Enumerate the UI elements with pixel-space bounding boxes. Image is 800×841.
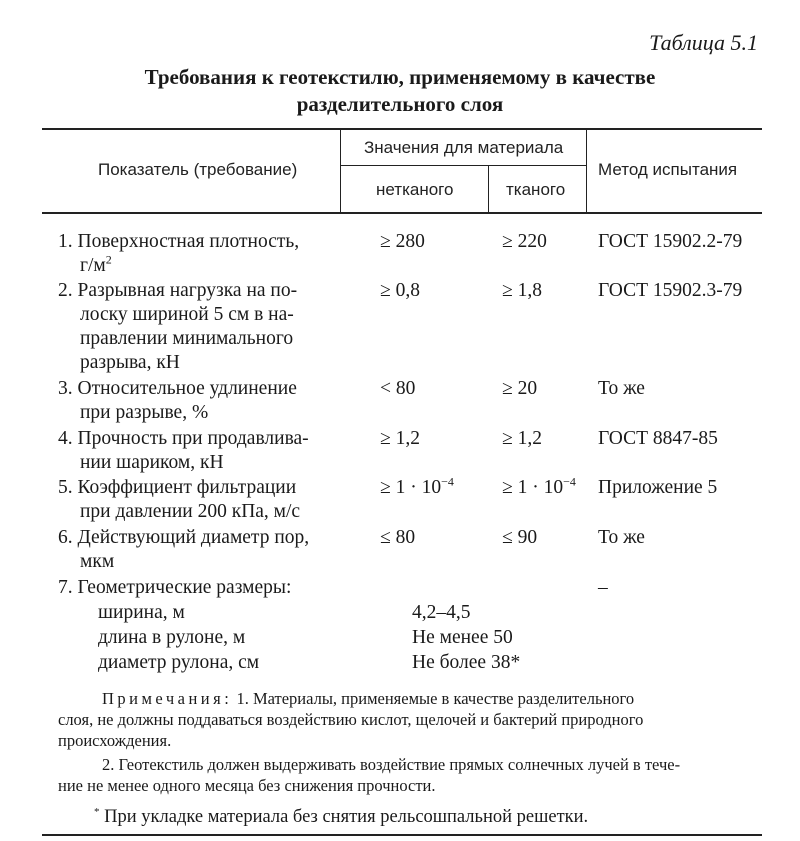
row-2-indicator: [58, 279, 297, 375]
row-4-method: ГОСТ 8847-85: [598, 428, 718, 449]
row-2-method: ГОСТ 15902.3-79: [598, 280, 743, 301]
row-5-line-2: при давлении 200 кПа, м/с: [80, 501, 301, 522]
note-1-line-1: [102, 688, 634, 709]
note-1-line-3: происхождения.: [58, 731, 172, 750]
row-7-length-value: Не менее 50: [412, 627, 513, 648]
row-4-indicator: [58, 427, 309, 475]
header-bottom-rule: [42, 212, 762, 214]
row-6-line-1: 6. Действующий диаметр пор,: [58, 527, 310, 548]
row-2-line-1: 2. Разрывная нагрузка на по-: [58, 280, 298, 301]
table-top-rule: [42, 128, 762, 130]
header-woven: тканого: [506, 180, 566, 199]
header-divider-3: [586, 129, 587, 212]
row-1-unit-sup: 2: [105, 252, 112, 267]
row-1-line-2: [58, 254, 299, 278]
row-2-nonwoven: ≥ 0,8: [380, 280, 420, 301]
header-sub-rule: [340, 165, 586, 166]
header-test-method: Метод испытания: [598, 160, 738, 179]
row-7-diameter-value: Не более 38*: [412, 652, 521, 673]
row-5-woven-exp: −4: [563, 474, 576, 489]
table-number: Таблица 5.1: [649, 30, 758, 55]
row-5-woven-base: ≥ 1 · 10: [502, 477, 564, 498]
row-1-unit: г/м: [80, 255, 106, 276]
table-title-line-2: разделительного слоя: [296, 92, 504, 116]
row-3-indicator: [58, 377, 297, 425]
header-divider-2: [488, 166, 489, 212]
row-6-line-2: мкм: [80, 551, 115, 572]
footnote: [94, 805, 588, 829]
header-nonwoven: нетканого: [376, 180, 454, 199]
row-6-nonwoven: ≤ 80: [380, 527, 416, 548]
row-2-line-4: разрыва, кН: [80, 352, 180, 373]
note-1-line-2: слоя, не должны поддаваться воздействию кислот, щелочей и бактерий природного: [58, 710, 644, 729]
row-4-woven: ≥ 1,2: [502, 428, 542, 449]
note-2-line-1: 2. Геотекстиль должен выдерживать воздействие прямых солнечных лучей в тече-: [102, 755, 681, 774]
note-2-line-2: ние не менее одного месяца без снижения прочности.: [58, 776, 436, 795]
notes-label: Примечания:: [102, 689, 233, 708]
row-2-woven: ≥ 1,8: [502, 280, 542, 301]
header-values-for-material: Значения для материала: [364, 138, 564, 157]
row-6-method: То же: [598, 527, 645, 548]
header-divider-1: [340, 129, 341, 212]
table-title: [0, 64, 800, 118]
row-3-line-2: при разрыве, %: [80, 402, 209, 423]
row-3-woven: ≥ 20: [502, 378, 538, 399]
table-title-line-1: Требования к геотекстилю, применяемому в качестве: [144, 65, 656, 89]
row-1-woven: ≥ 220: [502, 231, 547, 252]
row-6-woven: ≤ 90: [502, 527, 538, 548]
row-5-nonwoven: [380, 476, 454, 500]
row-3-nonwoven: < 80: [380, 378, 416, 399]
row-2-line-3: правлении минимального: [80, 328, 294, 349]
row-7-title: 7. Геометрические размеры:: [58, 577, 292, 598]
row-5-woven: [502, 476, 576, 500]
row-2-line-2: лоску шириной 5 см в на-: [80, 304, 294, 325]
row-1-nonwoven: ≥ 280: [380, 231, 425, 252]
row-4-nonwoven: ≥ 1,2: [380, 428, 420, 449]
row-6-indicator: [58, 526, 309, 574]
row-5-nonwoven-base: ≥ 1 · 10: [380, 477, 442, 498]
table-bottom-rule: [42, 834, 762, 836]
row-7-method: –: [598, 577, 608, 598]
row-1-method: ГОСТ 15902.2-79: [598, 231, 743, 252]
row-3-line-1: 3. Относительное удлинение: [58, 378, 297, 399]
row-5-nonwoven-exp: −4: [441, 474, 454, 489]
row-7-length-label: длина в рулоне, м: [98, 627, 246, 648]
row-5-method: Приложение 5: [598, 477, 718, 498]
row-1-indicator: [58, 230, 299, 278]
row-4-line-1: 4. Прочность при продавлива-: [58, 428, 309, 449]
note-1-text-1: 1. Материалы, применяемые в качестве разделительного: [236, 689, 635, 708]
row-1-line-1: 1. Поверхностная плотность,: [58, 231, 300, 252]
row-7-width-label: ширина, м: [98, 602, 185, 623]
header-indicator: Показатель (требование): [98, 160, 298, 179]
row-7-width-value: 4,2–4,5: [412, 602, 471, 623]
row-5-line-1: 5. Коэффициент фильтрации: [58, 477, 297, 498]
row-5-indicator: [58, 476, 300, 524]
footnote-text: При укладке материала без снятия рельсошпальной решетки.: [104, 807, 589, 827]
row-7-diameter-label: диаметр рулона, см: [98, 652, 260, 673]
row-4-line-2: нии шариком, кН: [80, 452, 224, 473]
footnote-mark: *: [94, 805, 100, 818]
row-3-method: То же: [598, 378, 645, 399]
